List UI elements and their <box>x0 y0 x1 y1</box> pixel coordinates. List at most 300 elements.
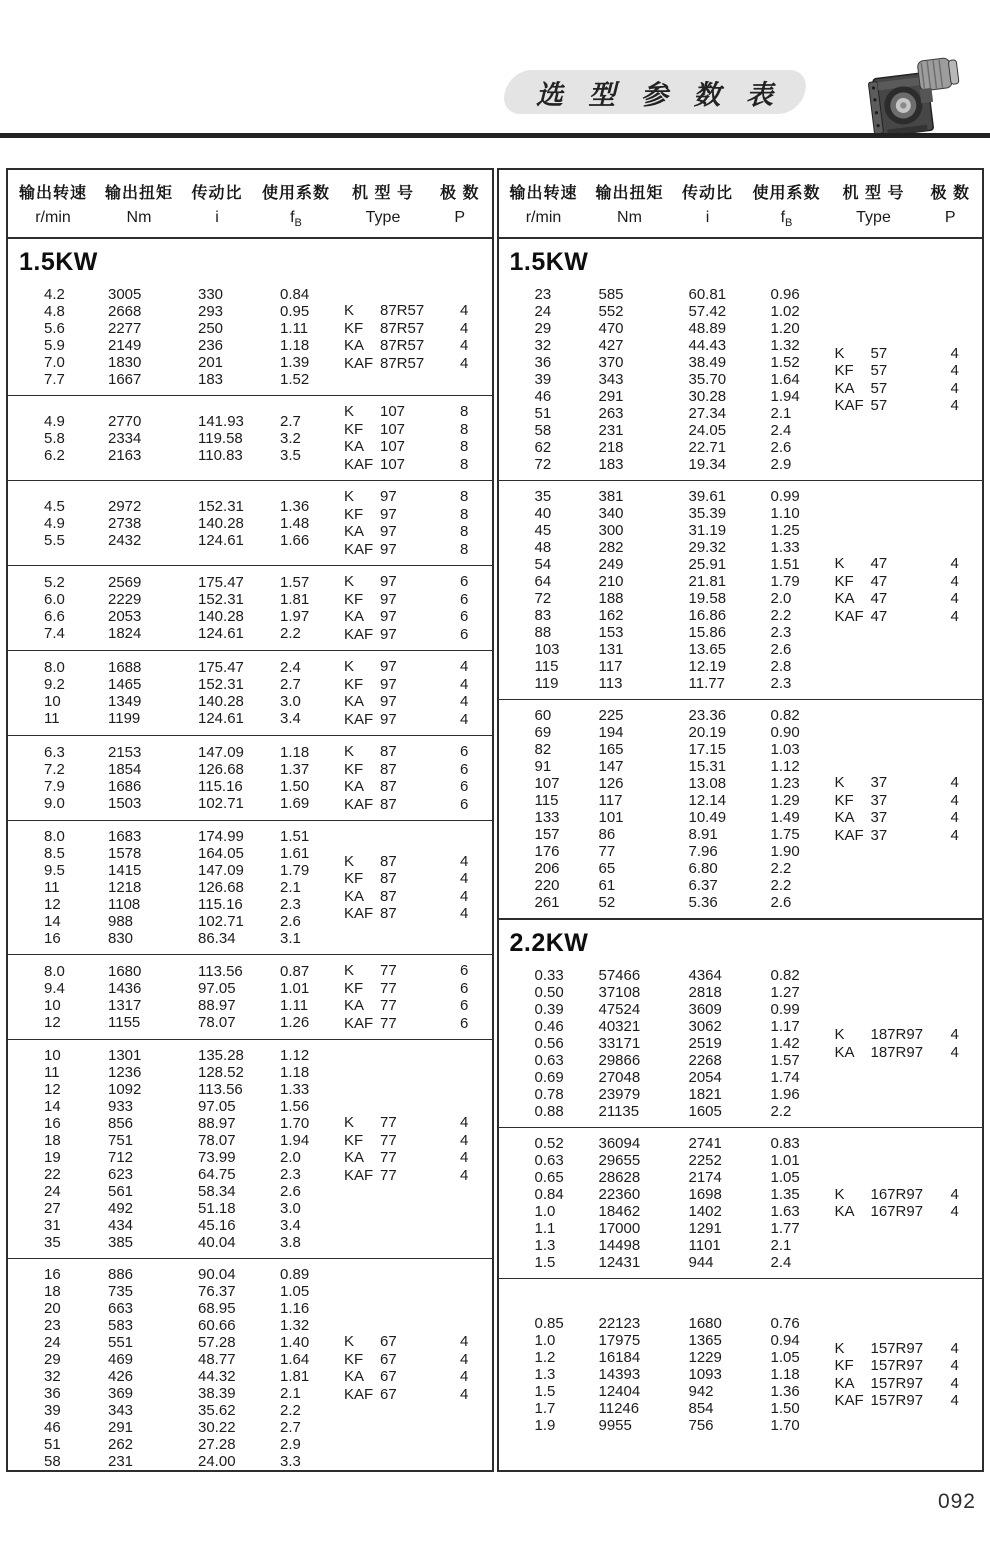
type-rows <box>835 1186 983 1221</box>
cell-ratio: 124.61 <box>198 710 244 728</box>
type-prefix: KAF <box>834 397 864 415</box>
table-row <box>44 795 344 812</box>
cell-service-factor: 0.99 <box>770 1001 800 1019</box>
poles-value: 4 <box>460 710 469 728</box>
table-row <box>44 1300 344 1317</box>
cell-output-speed: 9.0 <box>44 795 65 813</box>
table-row <box>44 1149 344 1166</box>
cell-service-factor: 2.2 <box>770 877 792 895</box>
cell-ratio: 24.00 <box>198 1453 236 1471</box>
table-row <box>44 1453 344 1470</box>
cell-output-torque: 86 <box>598 826 616 844</box>
cell-output-torque: 1415 <box>108 862 142 880</box>
cell-output-torque: 469 <box>108 1351 134 1369</box>
cell-ratio: 128.52 <box>198 1064 244 1082</box>
cell-ratio: 25.91 <box>688 556 727 574</box>
type-prefix: KF <box>344 675 364 693</box>
cell-output-speed: 48 <box>534 539 552 557</box>
table-row <box>535 320 835 337</box>
cell-ratio: 78.07 <box>198 1132 236 1150</box>
poles-value: 6 <box>460 997 469 1015</box>
cell-service-factor: 2.1 <box>280 879 301 897</box>
type-prefix: KF <box>344 979 364 997</box>
cell-service-factor: 1.75 <box>770 826 800 844</box>
type-model: 87 <box>380 852 397 870</box>
cell-output-speed: 12 <box>44 896 61 914</box>
cell-service-factor: 1.70 <box>770 1417 800 1435</box>
column-header-unit: i <box>215 209 219 226</box>
type-model: 57 <box>870 344 888 362</box>
type-prefix: KA <box>834 1203 855 1221</box>
cell-output-speed: 1.3 <box>534 1366 556 1384</box>
type-row <box>835 1375 983 1393</box>
table-row <box>535 505 835 522</box>
type-rows <box>344 1333 492 1403</box>
table-row <box>44 930 344 947</box>
column-header <box>671 180 745 229</box>
cell-ratio: 86.34 <box>198 930 236 948</box>
cell-ratio: 119.58 <box>198 429 243 447</box>
cell-output-speed: 60 <box>534 707 552 725</box>
type-prefix: KA <box>344 693 365 711</box>
cell-output-speed: 36 <box>44 1385 61 1403</box>
cell-ratio: 30.22 <box>198 1419 236 1437</box>
table-body <box>8 239 492 1470</box>
data-block <box>8 954 492 1039</box>
cell-output-speed: 0.50 <box>534 984 564 1002</box>
table-row <box>535 792 835 809</box>
data-rows <box>8 498 344 549</box>
cell-service-factor: 0.83 <box>770 1135 800 1153</box>
cell-service-factor: 1.96 <box>770 1086 800 1104</box>
cell-service-factor: 0.94 <box>770 1332 800 1350</box>
cell-service-factor: 1.52 <box>770 354 800 372</box>
cell-service-factor: 1.69 <box>280 795 310 813</box>
table-row <box>535 337 835 354</box>
table-row <box>535 1152 835 1169</box>
cell-ratio: 102.71 <box>198 913 244 931</box>
table-row <box>44 371 344 388</box>
cell-output-speed: 10 <box>44 1047 61 1065</box>
cell-output-torque: 225 <box>598 707 624 725</box>
cell-ratio: 13.65 <box>688 641 727 659</box>
cell-ratio: 19.34 <box>688 456 727 474</box>
type-model: 57 <box>870 397 888 415</box>
cell-output-torque: 2163 <box>108 446 142 464</box>
cell-service-factor: 2.1 <box>770 1237 792 1255</box>
table-row <box>44 574 344 591</box>
type-row <box>344 693 492 711</box>
power-section <box>499 239 983 918</box>
cell-output-speed: 23 <box>534 286 552 304</box>
column-header-unit: Type <box>365 209 401 226</box>
cell-service-factor: 1.18 <box>280 744 310 762</box>
table-row <box>535 1383 835 1400</box>
type-model: 57 <box>870 379 888 397</box>
type-row <box>344 658 492 676</box>
cell-output-speed: 0.39 <box>534 1001 564 1019</box>
cell-service-factor: 1.05 <box>770 1349 800 1367</box>
table-row <box>44 879 344 896</box>
cell-service-factor: 2.7 <box>280 676 301 694</box>
cell-ratio: 756 <box>688 1417 714 1435</box>
poles-value: 6 <box>460 590 469 608</box>
type-rows <box>835 1340 983 1410</box>
cell-ratio: 201 <box>198 354 224 372</box>
type-prefix: KF <box>834 572 854 590</box>
cell-ratio: 7.96 <box>688 843 718 861</box>
cell-output-speed: 46 <box>534 388 552 406</box>
cell-output-speed: 0.63 <box>534 1052 564 1070</box>
table-row <box>44 1081 344 1098</box>
cell-ratio: 12.19 <box>688 658 727 676</box>
cell-output-torque: 147 <box>598 758 624 776</box>
type-row <box>344 676 492 694</box>
cell-service-factor: 3.4 <box>280 710 301 728</box>
cell-ratio: 1402 <box>688 1203 722 1221</box>
cell-output-torque: 14393 <box>598 1366 641 1384</box>
cell-output-torque: 2668 <box>108 303 142 321</box>
type-row <box>344 438 492 456</box>
cell-output-torque: 933 <box>108 1098 134 1116</box>
cell-service-factor: 1.26 <box>280 1014 310 1032</box>
cell-output-torque: 40321 <box>598 1018 641 1036</box>
poles-value: 4 <box>950 1374 959 1392</box>
cell-ratio: 2268 <box>688 1052 722 1070</box>
cell-output-torque: 1688 <box>108 659 142 677</box>
table-row <box>535 556 835 573</box>
cell-service-factor: 1.79 <box>280 862 310 880</box>
data-rows <box>8 659 344 727</box>
cell-output-speed: 5.6 <box>44 320 65 338</box>
type-prefix: KAF <box>834 1392 864 1410</box>
cell-output-speed: 115 <box>534 658 559 676</box>
cell-output-speed: 11 <box>44 879 60 897</box>
cell-service-factor: 1.17 <box>770 1018 800 1036</box>
table-row <box>44 828 344 845</box>
type-prefix: KA <box>344 337 365 355</box>
type-prefix: KF <box>344 1131 364 1149</box>
cell-service-factor: 1.12 <box>770 758 800 776</box>
type-model: 107 <box>380 420 406 438</box>
data-rows <box>499 286 835 473</box>
cell-service-factor: 0.82 <box>770 707 800 725</box>
cell-output-torque: 340 <box>598 505 624 523</box>
data-rows <box>8 1266 344 1470</box>
type-model: 87R57 <box>380 302 425 320</box>
type-model: 157R97 <box>870 1339 924 1357</box>
cell-service-factor: 1.94 <box>280 1132 310 1150</box>
cell-service-factor: 0.89 <box>280 1266 310 1284</box>
poles-value: 4 <box>950 607 959 625</box>
type-model: 157R97 <box>870 1392 924 1410</box>
table-row <box>44 1098 344 1115</box>
column-header-name: 输出扭矩 <box>595 185 664 202</box>
page-number: 092 <box>937 1490 976 1513</box>
type-model: 167R97 <box>870 1203 924 1221</box>
table-row <box>44 1014 344 1031</box>
cell-service-factor: 1.57 <box>280 574 310 592</box>
cell-output-speed: 69 <box>534 724 552 742</box>
cell-service-factor: 2.4 <box>280 659 301 677</box>
type-row <box>344 711 492 729</box>
type-model: 87R57 <box>380 337 425 355</box>
cell-output-torque: 291 <box>598 388 624 406</box>
power-section-label: 2.2KW <box>509 929 589 958</box>
cell-output-torque: 2738 <box>108 514 142 532</box>
cell-output-speed: 10 <box>44 693 61 711</box>
type-model: 107 <box>380 438 406 456</box>
table-row <box>44 625 344 642</box>
cell-output-torque: 282 <box>598 539 624 557</box>
table-row <box>535 641 835 658</box>
cell-ratio: 140.28 <box>198 693 244 711</box>
table-row <box>535 1103 835 1120</box>
type-prefix: KA <box>834 1374 855 1392</box>
table-row <box>44 320 344 337</box>
cell-output-torque: 11246 <box>598 1400 640 1418</box>
type-row <box>344 1351 492 1369</box>
cell-output-speed: 8.0 <box>44 659 65 677</box>
cell-output-torque: 2277 <box>108 320 142 338</box>
cell-output-speed: 4.9 <box>44 412 65 430</box>
cell-ratio: 35.39 <box>688 505 727 523</box>
data-rows <box>8 744 344 812</box>
poles-value: 4 <box>460 1166 469 1184</box>
type-row <box>344 796 492 814</box>
cell-service-factor: 1.18 <box>280 1064 310 1082</box>
cell-output-torque: 29866 <box>598 1052 641 1070</box>
cell-output-torque: 61 <box>598 877 616 895</box>
type-prefix: K <box>344 403 355 421</box>
cell-output-torque: 343 <box>598 371 624 389</box>
cell-service-factor: 2.2 <box>770 860 792 878</box>
poles-value: 4 <box>950 1392 959 1410</box>
poles-value: 8 <box>460 420 469 438</box>
type-row <box>344 1333 492 1351</box>
type-prefix: KAF <box>344 1385 374 1403</box>
type-prefix: KAF <box>344 1014 374 1032</box>
cell-output-torque: 988 <box>108 913 134 931</box>
type-prefix: KA <box>344 438 365 456</box>
poles-value: 4 <box>950 1339 959 1357</box>
column-header-name: 极 数 <box>440 185 480 202</box>
cell-output-torque: 1218 <box>108 879 142 897</box>
table-row <box>535 439 835 456</box>
type-row <box>835 1026 983 1044</box>
cell-output-speed: 0.88 <box>534 1103 564 1121</box>
type-prefix: KA <box>344 1368 365 1386</box>
type-model: 97 <box>380 573 397 591</box>
cell-ratio: 48.89 <box>688 320 727 338</box>
data-block <box>499 480 983 699</box>
poles-value: 8 <box>460 505 469 523</box>
table-row <box>535 539 835 556</box>
type-row <box>344 1132 492 1150</box>
cell-output-torque: 16184 <box>598 1349 641 1367</box>
cell-output-torque: 1317 <box>108 997 142 1015</box>
cell-output-torque: 27048 <box>598 1069 641 1087</box>
column-header-unit: Type <box>856 209 891 226</box>
cell-service-factor: 1.61 <box>280 845 310 863</box>
poles-value: 6 <box>460 743 469 761</box>
cell-service-factor: 1.50 <box>770 1400 800 1418</box>
type-row <box>835 555 983 573</box>
poles-value: 4 <box>950 791 959 809</box>
cell-ratio: 113.56 <box>198 963 243 981</box>
type-model: 47 <box>870 555 888 573</box>
table-row <box>44 913 344 930</box>
type-prefix: K <box>344 962 355 980</box>
poles-value: 4 <box>950 590 959 608</box>
type-prefix: K <box>344 1333 355 1351</box>
table-row <box>44 1183 344 1200</box>
column-header <box>428 180 492 229</box>
cell-ratio: 23.36 <box>688 707 727 725</box>
type-row <box>835 590 983 608</box>
cell-output-torque: 343 <box>108 1402 134 1420</box>
cell-output-torque: 162 <box>598 607 624 625</box>
cell-output-speed: 82 <box>534 741 552 759</box>
cell-output-speed: 39 <box>44 1402 61 1420</box>
table-row <box>535 286 835 303</box>
cell-output-torque: 17000 <box>598 1220 641 1238</box>
cell-output-torque: 381 <box>598 488 624 506</box>
cell-ratio: 2054 <box>688 1069 722 1087</box>
type-prefix: KA <box>344 1149 365 1167</box>
cell-output-speed: 157 <box>534 826 560 844</box>
selection-table-left <box>6 168 494 1472</box>
cell-ratio: 6.37 <box>688 877 718 895</box>
table-row <box>535 775 835 792</box>
cell-output-torque: 12431 <box>598 1254 641 1272</box>
cell-output-torque: 57466 <box>598 967 641 985</box>
cell-output-torque: 153 <box>598 624 624 642</box>
cell-service-factor: 1.25 <box>770 522 800 540</box>
poles-value: 4 <box>950 1043 959 1061</box>
type-prefix: K <box>834 774 845 792</box>
cell-output-torque: 712 <box>108 1149 134 1167</box>
cell-output-torque: 426 <box>108 1368 134 1386</box>
cell-output-torque: 1667 <box>108 371 142 389</box>
cell-ratio: 60.81 <box>688 286 727 304</box>
type-prefix: KAF <box>344 1166 374 1184</box>
type-row <box>344 1149 492 1167</box>
cell-service-factor: 2.6 <box>770 641 792 659</box>
column-header <box>829 180 919 229</box>
table-row <box>44 1064 344 1081</box>
type-model: 37 <box>870 809 888 827</box>
poles-value: 6 <box>460 795 469 813</box>
type-prefix: K <box>344 852 355 870</box>
table-row <box>44 1351 344 1368</box>
data-block <box>8 1039 492 1258</box>
type-prefix: KAF <box>834 826 864 844</box>
cell-output-torque: 856 <box>108 1115 134 1133</box>
data-rows <box>8 1047 344 1251</box>
type-row <box>344 506 492 524</box>
table-row <box>535 1315 835 1332</box>
type-prefix: KF <box>344 1350 364 1368</box>
cell-ratio: 147.09 <box>198 862 244 880</box>
data-block <box>499 1127 983 1278</box>
cell-ratio: 8.91 <box>688 826 718 844</box>
column-header-name: 输出扭矩 <box>104 185 173 202</box>
data-block <box>8 820 492 954</box>
cell-output-torque: 1503 <box>108 795 142 813</box>
cell-output-torque: 188 <box>598 590 624 608</box>
type-prefix: KAF <box>344 540 374 558</box>
type-prefix: K <box>344 743 355 761</box>
cell-service-factor: 1.05 <box>280 1283 310 1301</box>
cell-service-factor: 2.2 <box>280 625 301 643</box>
type-model: 107 <box>380 455 406 473</box>
poles-value: 4 <box>460 354 469 372</box>
cell-service-factor: 1.10 <box>770 505 800 523</box>
cell-output-speed: 1.0 <box>534 1203 556 1221</box>
cell-ratio: 13.08 <box>688 775 727 793</box>
table-row <box>44 515 344 532</box>
table-row <box>535 1400 835 1417</box>
column-header-name: 传动比 <box>191 185 243 202</box>
type-rows <box>835 1026 983 1061</box>
table-row <box>44 980 344 997</box>
table-row <box>44 744 344 761</box>
cell-ratio: 115.16 <box>198 896 243 914</box>
table-row <box>44 303 344 320</box>
cell-service-factor: 2.0 <box>280 1149 301 1167</box>
cell-output-speed: 36 <box>534 354 552 372</box>
cell-service-factor: 3.0 <box>280 1200 301 1218</box>
cell-output-torque: 9955 <box>598 1417 632 1435</box>
type-prefix: K <box>344 1114 355 1132</box>
cell-output-torque: 369 <box>108 1385 134 1403</box>
table-row <box>44 710 344 727</box>
column-header <box>8 180 98 229</box>
cell-output-speed: 20 <box>44 1300 61 1318</box>
cell-output-torque: 561 <box>108 1183 134 1201</box>
poles-value: 4 <box>950 362 959 380</box>
column-header-name: 输出转速 <box>509 185 578 202</box>
column-header-name: 极 数 <box>930 185 970 202</box>
type-model: 97 <box>380 590 397 608</box>
table-row <box>535 1001 835 1018</box>
cell-output-torque: 37108 <box>598 984 641 1002</box>
cell-output-torque: 1680 <box>108 963 142 981</box>
cell-ratio: 24.05 <box>688 422 727 440</box>
cell-output-speed: 16 <box>44 930 61 948</box>
cell-output-torque: 2153 <box>108 744 142 762</box>
type-rows <box>344 403 492 473</box>
table-row <box>535 758 835 775</box>
cell-service-factor: 1.64 <box>280 1351 310 1369</box>
cell-output-torque: 249 <box>598 556 624 574</box>
type-prefix: K <box>834 555 845 573</box>
type-row <box>344 870 492 888</box>
column-header-unit: $f_B$ <box>290 209 302 230</box>
cell-output-torque: 735 <box>108 1283 134 1301</box>
power-section <box>8 239 492 1477</box>
cell-ratio: 10.49 <box>688 809 727 827</box>
cell-output-speed: 10 <box>44 997 61 1015</box>
poles-value: 4 <box>460 1333 469 1351</box>
cell-output-torque: 1301 <box>108 1047 142 1065</box>
cell-ratio: 90.04 <box>198 1266 236 1284</box>
cell-service-factor: 1.81 <box>280 1368 310 1386</box>
column-header-name: 传动比 <box>681 185 733 202</box>
cell-output-torque: 1578 <box>108 845 142 863</box>
cell-output-speed: 5.9 <box>44 337 65 355</box>
